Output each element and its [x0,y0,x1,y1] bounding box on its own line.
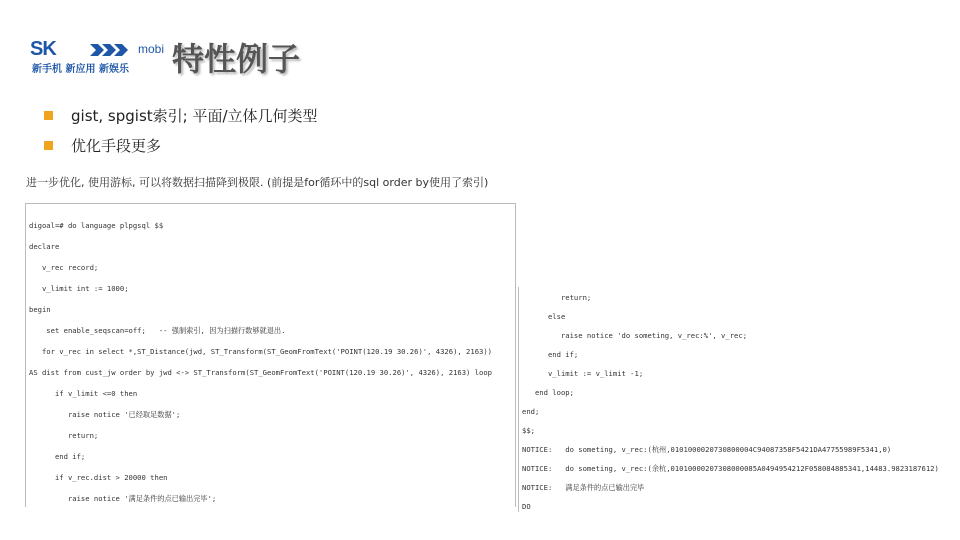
code-line: declare [29,242,60,251]
bullet-square-icon [44,141,53,150]
bullet-item [44,100,318,130]
code-line: NOTICE: do someting, v_rec:(余杭,01010000207308000085A0494954212F058084885341,14483.9823187612) [522,464,939,473]
bullet-square-icon [44,111,53,120]
code-line: if v_limit <=0 then [29,389,138,398]
code-line: raise notice '已经取足数据'; [29,410,181,419]
bullet-item [44,130,318,160]
code-line: raise notice 'do someting, v_rec:%', v_rec; [522,331,748,340]
code-line: NOTICE: do someting, v_rec:(杭州,0101000020730800004C94087358F5421DA47755989F5341,0) [522,445,892,454]
logo-suffix: mobi [138,42,165,56]
code-line: return; [29,431,99,440]
logo-brand: SK [30,38,56,60]
code-line: end if; [522,350,579,359]
code-line: return; [522,293,592,302]
logo-tagline: 新手机 新应用 新娱乐 [32,64,129,75]
code-screenshot-right [518,287,949,512]
slide-title: 特性例子 [172,40,301,78]
code-line: v_limit int := 1000; [29,284,129,293]
code-line: v_rec record; [29,263,99,272]
slide-caption: 进一步优化, 使用游标, 可以将数据扫描降到极限. (前提是for循环中的sql order by使用了索引) [26,176,489,189]
code-line: $$; [522,426,535,435]
code-line: NOTICE: 满足条件的点已输出完毕 [522,483,645,492]
logo-arrows-icon [90,42,138,58]
code-line: DO [522,502,531,511]
code-line: end loop; [522,388,574,397]
code-line: if v_rec.dist > 20000 then [29,473,168,482]
bullet-text: 优化手段更多 [71,136,162,155]
code-line: digoal=# do language plpgsql $$ [29,221,164,230]
code-line: end; [522,407,540,416]
company-logo [30,38,165,75]
code-line: else [522,312,566,321]
code-line: raise notice '满足条件的点已输出完毕'; [29,494,217,503]
bullet-text: gist, spgist索引; 平面/立体几何类型 [71,106,318,125]
code-line: v_limit := v_limit -1; [522,369,644,378]
code-line: set enable_seqscan=off; -- 强制索引, 因为扫描行数够就退出. [29,326,286,335]
code-line: end if; [29,452,86,461]
bullet-list [44,100,318,160]
code-line: begin [29,305,51,314]
code-screenshot-left [25,203,516,507]
code-line: AS dist from cust_jw order by jwd <-> ST_Transform(ST_GeomFromText('POINT(120.19 30.26)', 4326), 2163) loop [29,368,493,377]
code-line: for v_rec in select *,ST_Distance(jwd, ST_Transform(ST_GeomFromText('POINT(120.19 30.26)', 4326), 2163)) [29,347,493,356]
